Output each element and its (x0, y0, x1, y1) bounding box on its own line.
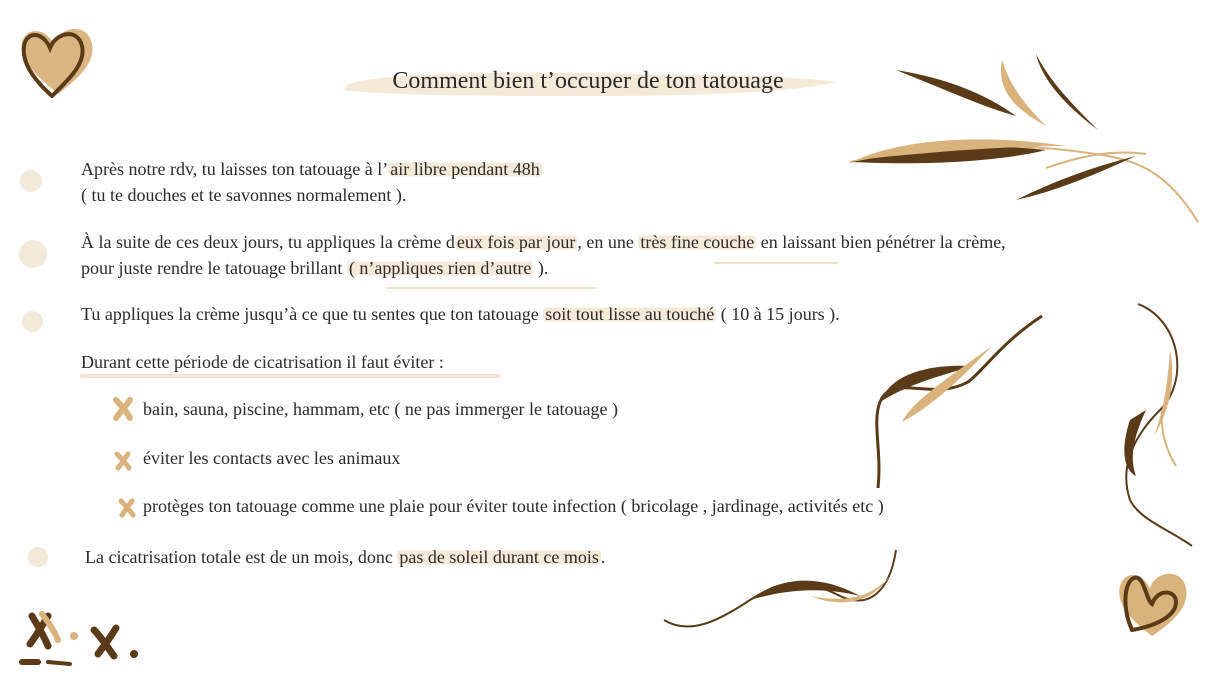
p2-line2-text: pour juste rendre le tatouage brillant (81, 258, 347, 278)
swirl-decoration-far-right (1110, 300, 1200, 550)
underline-stroke (386, 287, 596, 289)
p3-text: Tu appliques la crème jusqu’à ce que tu sentes que ton tatouage (81, 304, 544, 324)
p2-highlight-thin-layer: très fine couche (640, 232, 755, 252)
x-bullet-icon (117, 497, 137, 519)
decorative-dot (28, 547, 48, 567)
bullet-item-animals: éviter les contacts avec les animaux (143, 448, 401, 468)
p1-text: Après notre rdv, tu laisses ton tatouage à l’ (81, 159, 389, 179)
p4-text: Durant cette période de cicatrisation il faut éviter : (81, 352, 444, 372)
bullet-item-bath: bain, sauna, piscine, hammam, etc ( ne pas immerger le tatouage ) (143, 399, 618, 419)
p2-line2-post: ). (533, 258, 549, 278)
leaf-branch-decoration-top-right (846, 50, 1206, 230)
paragraph-total-healing (85, 544, 605, 570)
decorative-dot (22, 311, 43, 332)
paragraph-creme (81, 229, 1006, 281)
p2-text: À la suite de ces deux jours, tu appliques la crème d (81, 232, 455, 252)
underline-stroke (714, 262, 838, 264)
p2-text-mid: , en une (577, 232, 639, 252)
decorative-dot (20, 170, 42, 192)
swirl-decoration-right-middle (872, 312, 1052, 492)
p3-highlight: soit tout lisse au touché (545, 304, 715, 324)
title-banner (338, 62, 838, 104)
paragraph-duration (81, 301, 840, 327)
p5-text: La cicatrisation totale est de un mois, donc (85, 547, 398, 567)
paragraph-avoid-heading (81, 349, 444, 375)
p3-text-post: ( 10 à 15 jours ). (716, 304, 840, 324)
swirl-decoration-bottom (660, 540, 910, 640)
p1-highlight: air libre pendant 48h (390, 159, 540, 179)
x-mark-decoration-bottom-left (18, 606, 148, 672)
decorative-dot (19, 240, 47, 268)
p2-text-post: en laissant bien pénétrer la crème, (756, 232, 1006, 252)
p5-text-post: . (600, 547, 606, 567)
p2-highlight-frequency: eux fois par jour (456, 232, 576, 252)
p2-highlight-nothing-else: ( n’appliques rien d’autre (348, 258, 532, 278)
x-bullet-icon (113, 450, 133, 472)
heart-icon-bottom-right (1112, 560, 1192, 640)
x-bullet-icon (112, 396, 134, 422)
page-title: Comment bien t’occuper de ton tatouage (392, 68, 784, 94)
p5-highlight: pas de soleil durant ce mois (399, 547, 599, 567)
paragraph-air-libre (81, 156, 542, 208)
bullet-item-protect: protèges ton tatouage comme une plaie pour éviter toute infection ( bricolage , jardinage, activités etc ) (143, 496, 884, 516)
underline-stroke (80, 374, 500, 378)
p1-line2: ( tu te douches et te savonnes normalement ). (81, 185, 407, 205)
heart-icon-top-left (14, 14, 100, 100)
